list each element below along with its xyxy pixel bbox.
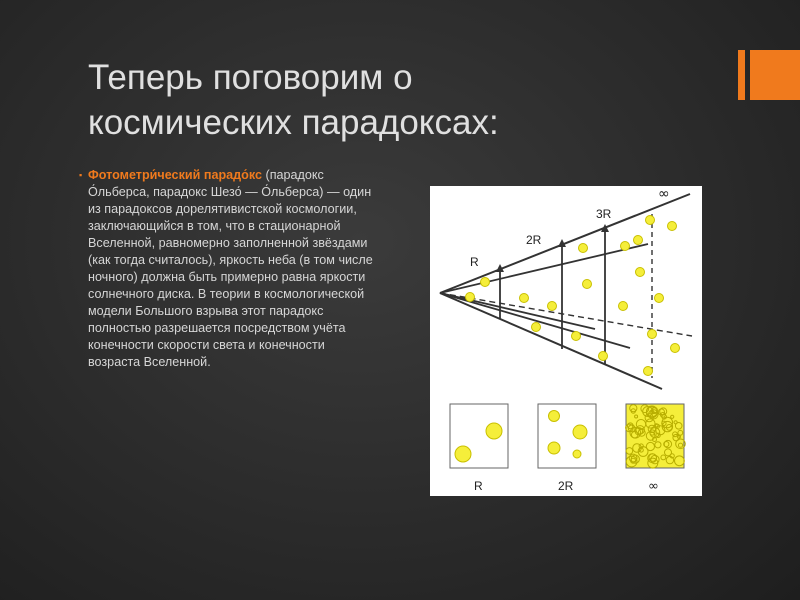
olbers-diagram: [430, 186, 702, 496]
label-3r: 3R: [596, 207, 612, 221]
body-paragraph: [79, 167, 378, 371]
slide-title: [88, 55, 708, 145]
ray-middle-lower: [440, 293, 595, 329]
label-2r: 2R: [526, 233, 542, 247]
box-r-star-small: [455, 446, 471, 462]
olbers-diagram-svg: [430, 186, 702, 496]
title-line-1: Теперь поговорим о: [88, 58, 413, 97]
box-label-inf: ∞: [648, 479, 659, 494]
box-r-star-large: [486, 423, 502, 439]
accent-bar-thick: [750, 50, 800, 100]
box-label-2r: 2R: [558, 479, 574, 493]
label-r: R: [470, 255, 479, 269]
term-highlight: Фотометри́ческий парадо́кс: [88, 168, 262, 182]
body-text: (парадокс О́льберса, парадокс Шезо́ — О́льберса) — один из парадоксов дорелятивистской космологии, заключающийся в том, что в стационарной Вселенной, равномерно заполненной звёздами (как тогда считалось), яркость неба (в том числе ночного) должна быть примерно равна яркости солнечного диска. В теории в космологической модели Большого взрыва этот парадокс полностью разрешается посредством учёта конечности скорости света и конечности возраста Вселенной.: [88, 168, 373, 369]
box-2r: [538, 404, 596, 468]
title-line-2: космических парадоксах:: [88, 103, 499, 142]
accent-bar-thin: [738, 50, 745, 100]
label-inf: ∞: [658, 186, 670, 202]
box-label-r: R: [474, 479, 483, 493]
bullet-icon: ▪: [79, 170, 83, 180]
